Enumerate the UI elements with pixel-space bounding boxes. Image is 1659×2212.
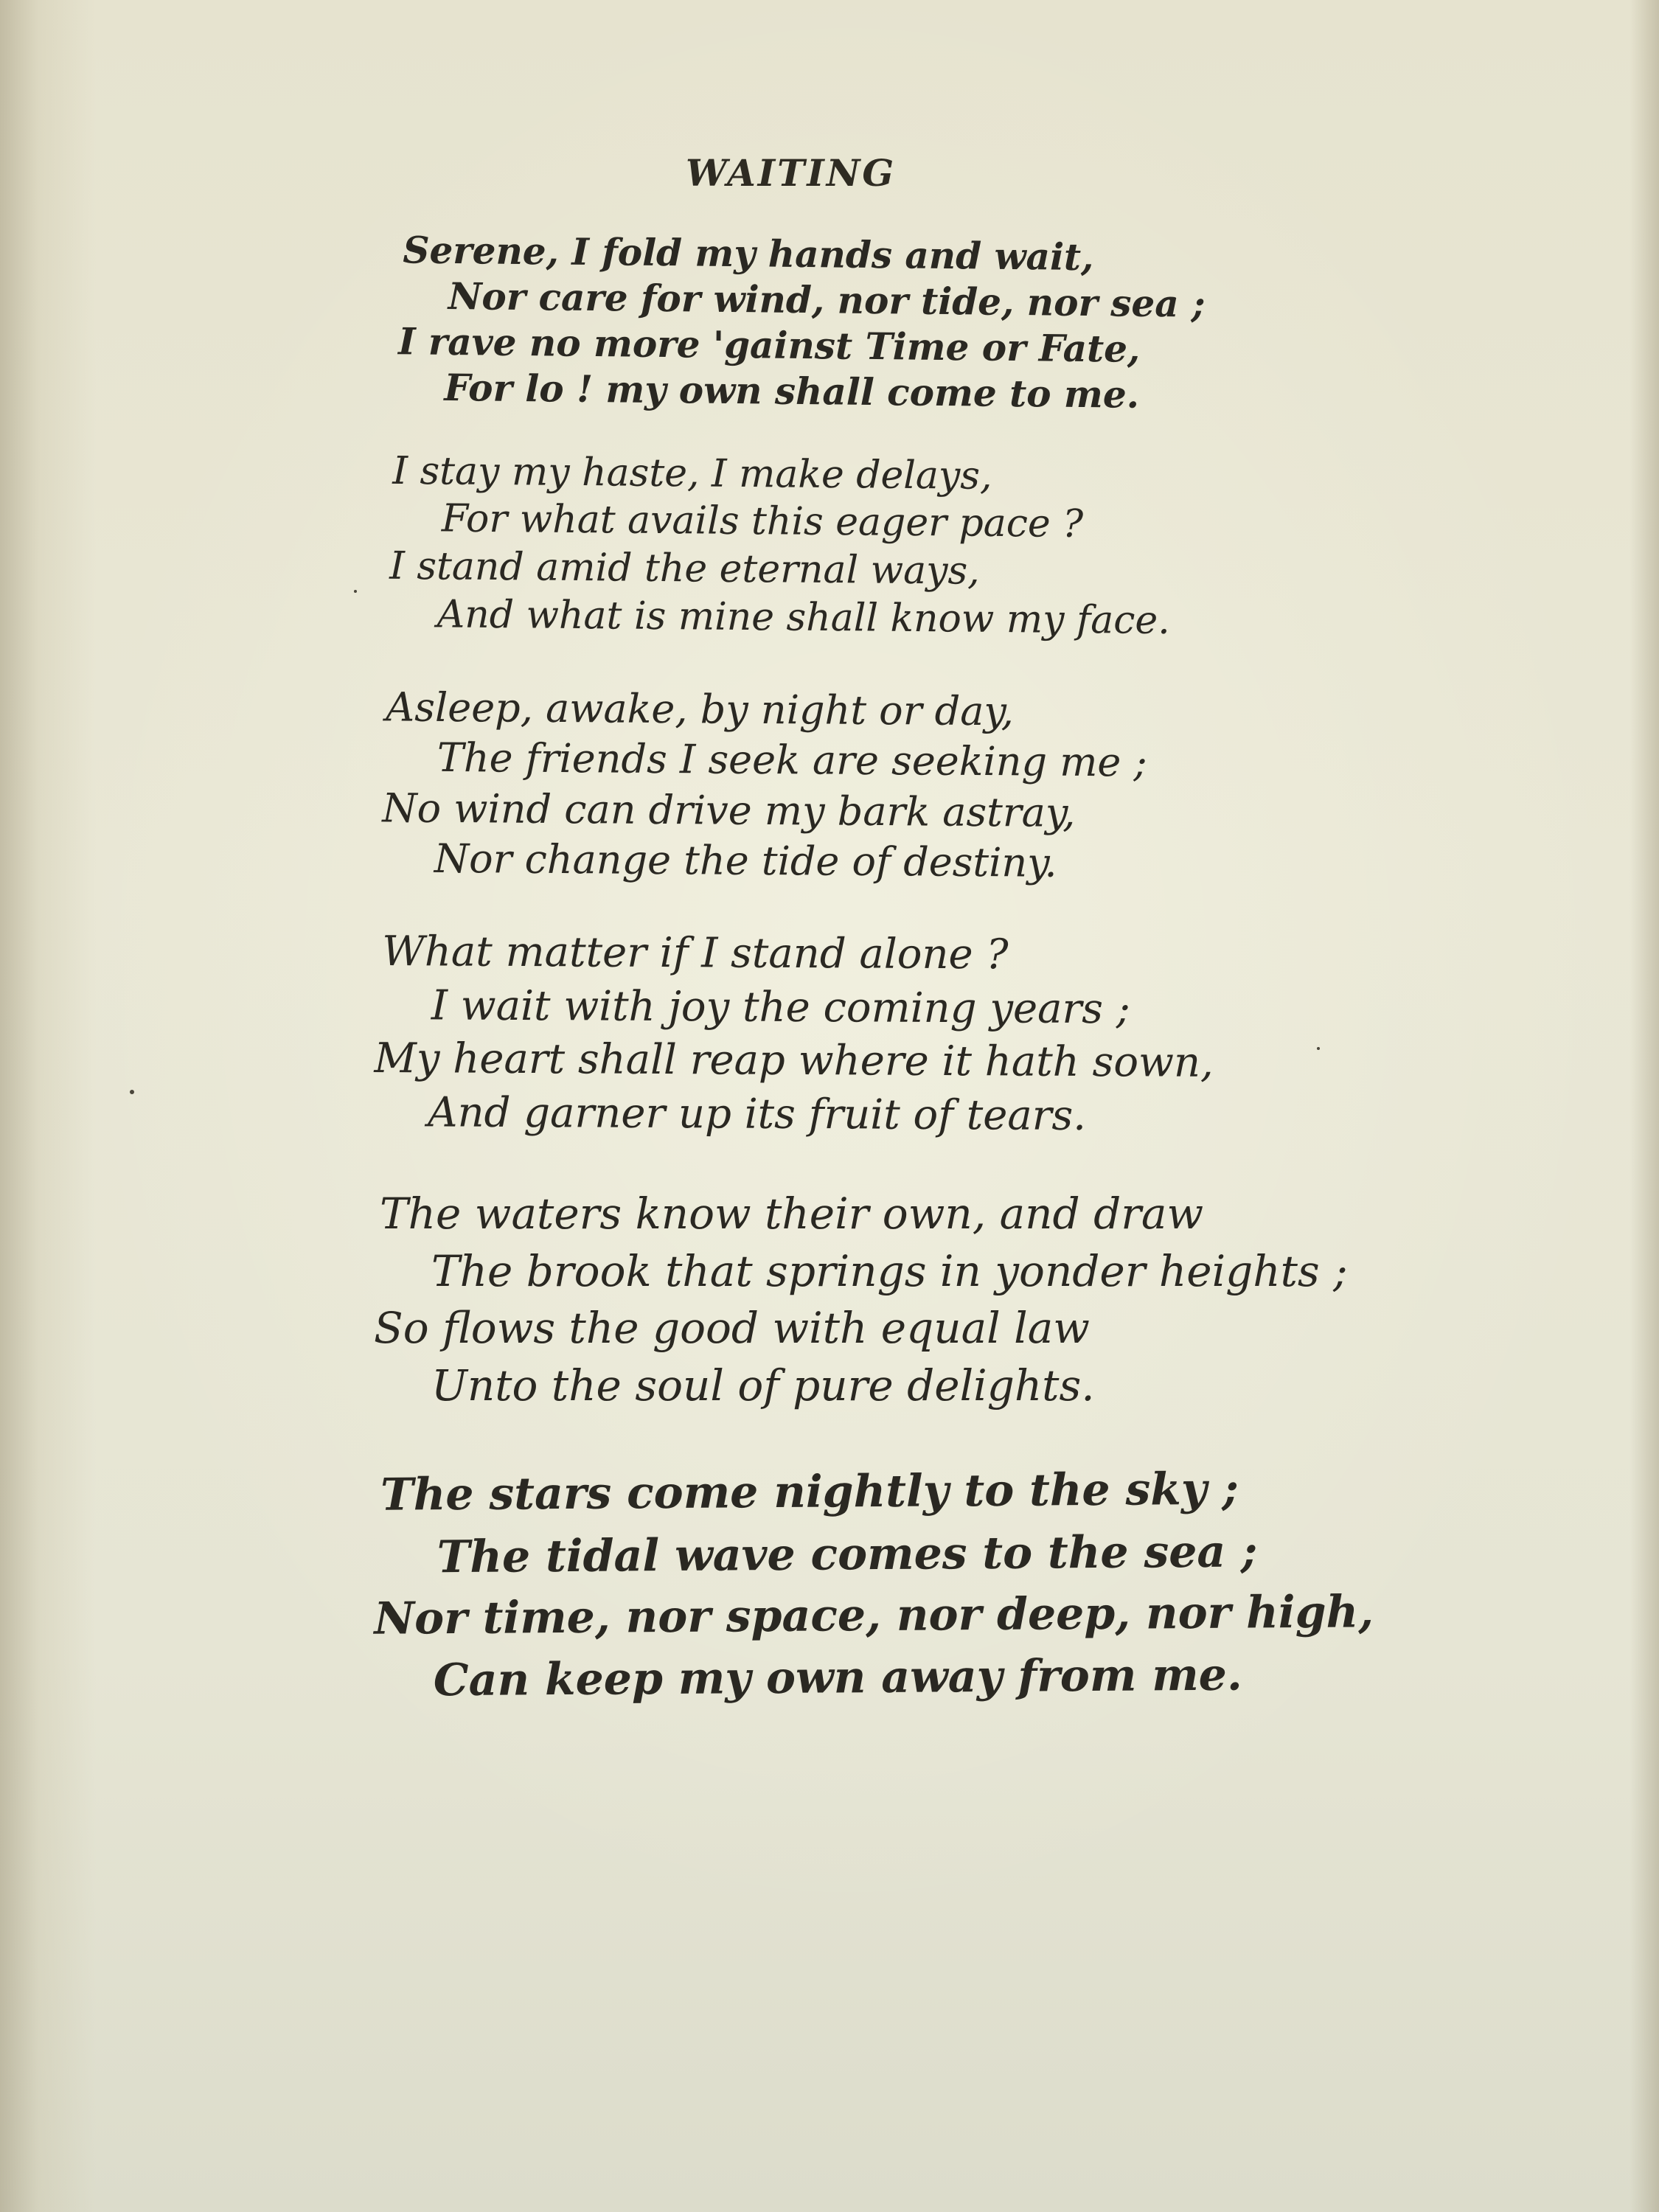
poem-line: I stay my haste, I make delays, bbox=[392, 448, 992, 498]
poem-line: Can keep my own away from me. bbox=[433, 1649, 1242, 1707]
gutter-shadow bbox=[0, 0, 96, 2212]
poem-line: I wait with joy the coming years ; bbox=[431, 981, 1130, 1034]
poem-line: Nor change the tide of destiny. bbox=[434, 835, 1057, 886]
poem-line: And garner up its fruit of tears. bbox=[427, 1088, 1087, 1141]
poem-line: Serene, I fold my hands and wait, bbox=[403, 228, 1094, 279]
poem-line: The friends I seek are seeking me ; bbox=[437, 734, 1147, 786]
poem-line: Asleep, awake, by night or day, bbox=[386, 684, 1015, 735]
poem-line: For what avails this eager pace ? bbox=[441, 496, 1084, 546]
poem-title: WAITING bbox=[686, 151, 897, 195]
poem-line: I stand amid the eternal ways, bbox=[389, 543, 980, 594]
poem-line: For lo ! my own shall come to me. bbox=[444, 365, 1140, 417]
page-edge-shadow bbox=[1630, 0, 1659, 2212]
poem-line: Unto the soul of pure delights. bbox=[431, 1360, 1095, 1411]
poem-line: And what is mine shall know my face. bbox=[437, 592, 1171, 644]
poem-line: What matter if I stand alone ? bbox=[382, 928, 1009, 979]
poem-line: No wind can drive my bark astray, bbox=[382, 785, 1076, 836]
poem-line: The waters know their own, and draw bbox=[380, 1189, 1204, 1239]
paper-speck bbox=[130, 1090, 134, 1094]
poem-line: The tidal wave comes to the sea ; bbox=[437, 1526, 1258, 1584]
poem-line: Nor time, nor space, nor deep, nor high, bbox=[374, 1586, 1374, 1645]
paper-speck bbox=[354, 590, 357, 593]
poem-line: I rave no more 'gainst Time or Fate, bbox=[397, 319, 1141, 371]
poem-line: So flows the good with equal law bbox=[374, 1303, 1090, 1353]
poem-line: The stars come nightly to the sky ; bbox=[380, 1463, 1239, 1521]
poem-line: Nor care for wind, nor tide, nor sea ; bbox=[448, 274, 1206, 326]
poem-line: The brook that springs in yonder heights ; bbox=[431, 1246, 1348, 1296]
paper-speck bbox=[1317, 1047, 1320, 1050]
poem-line: My heart shall reap where it hath sown, bbox=[374, 1034, 1214, 1087]
